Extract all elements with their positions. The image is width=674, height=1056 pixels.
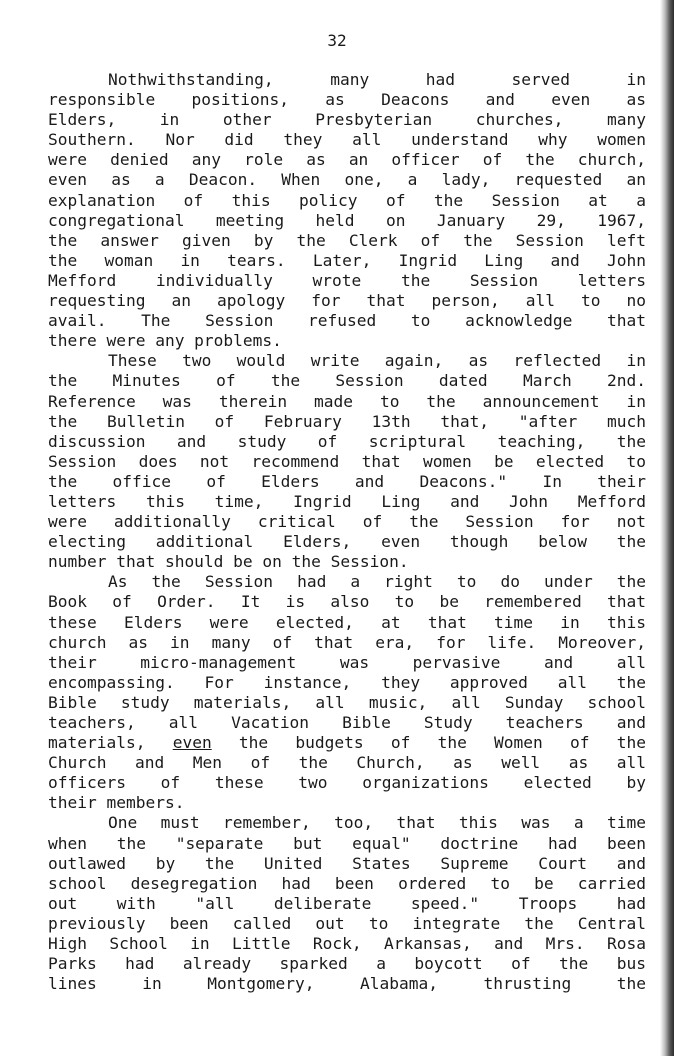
text-line: number that should be on the Session. — [48, 552, 409, 572]
text-line: their members. — [48, 793, 185, 813]
text-line: Reference was therein made to the announcement in — [48, 391, 646, 411]
text-line: Session does not recommend that women be elected to — [48, 451, 646, 471]
text-line: requesting an apology for that person, all to no — [48, 291, 646, 311]
text-line: Parks had already sparked a boycott of the bus — [48, 954, 646, 974]
body-text — [48, 70, 646, 994]
text-line: when the "separate but equal" doctrine had been — [48, 833, 646, 853]
text-line: were denied any role as an officer of the church, — [48, 150, 646, 170]
text-line: these Elders were elected, at that time in this — [48, 612, 646, 632]
text-line: Southern. Nor did they all understand why women — [48, 130, 646, 150]
text-line: avail. The Session refused to acknowledge that — [48, 311, 646, 331]
text-line: church as in many of that era, for life. Moreover, — [48, 632, 646, 652]
text-line: High School in Little Rock, Arkansas, and Mrs. Rosa — [48, 934, 646, 954]
text-line: Church and Men of the Church, as well as all — [48, 753, 646, 773]
text-line: Book of Order. It is also to be remembered that — [48, 592, 646, 612]
text-line: Elders, in other Presbyterian churches, many — [48, 110, 646, 130]
text-line: encompassing. For instance, they approved all the — [48, 672, 646, 692]
text-line: Nothwithstanding, many had served in — [108, 70, 646, 89]
text-line: officers of these two organizations elected by — [48, 773, 646, 793]
text-line: school desegregation had been ordered to be carried — [48, 873, 646, 893]
text-line: explanation of this policy of the Session at a — [48, 190, 646, 210]
text-line: out with "all deliberate speed." Troops had — [48, 893, 646, 913]
text-line: letters this time, Ingrid Ling and John Mefford — [48, 491, 646, 511]
text-line: Bible study materials, all music, all Sunday school — [48, 692, 646, 712]
text-line: the Minutes of the Session dated March 2nd. — [48, 371, 646, 391]
text-line: electing additional Elders, even though below the — [48, 532, 646, 552]
underlined-word: even — [172, 733, 212, 753]
text-line: As the Session had a right to do under the — [108, 572, 646, 592]
text-line: were additionally critical of the Session for not — [48, 512, 646, 532]
text-line: previously been called out to integrate the Central — [48, 913, 646, 933]
page-number: 32 — [327, 31, 347, 50]
text-line: discussion and study of scriptural teaching, the — [48, 431, 646, 451]
text-line: responsible positions, as Deacons and even as — [48, 90, 646, 110]
text-line: One must remember, too, that this was a time — [108, 813, 646, 833]
page-edge-shadow — [660, 0, 674, 1056]
text-line: the office of Elders and Deacons." In their — [48, 471, 646, 491]
text-line: lines in Montgomery, Alabama, thrusting the — [48, 974, 646, 994]
text-line: the woman in tears. Later, Ingrid Ling and John — [48, 250, 646, 270]
text-line: even as a Deacon. When one, a lady, requested an — [48, 170, 646, 190]
text-line: Mefford individually wrote the Session letters — [48, 270, 646, 290]
text-line: the answer given by the Clerk of the Session left — [48, 230, 646, 250]
text-line: the Bulletin of February 13th that, "after much — [48, 411, 646, 431]
text-line: materials, even the budgets of the Women of the — [48, 733, 646, 753]
text-line: their micro-management was pervasive and all — [48, 652, 646, 672]
text-line: there were any problems. — [48, 331, 282, 351]
text-line: congregational meeting held on January 29, 1967, — [48, 210, 646, 230]
text-line: These two would write again, as reflected in — [108, 351, 646, 371]
text-line: teachers, all Vacation Bible Study teachers and — [48, 713, 646, 732]
text-line: outlawed by the United States Supreme Court and — [48, 853, 646, 873]
